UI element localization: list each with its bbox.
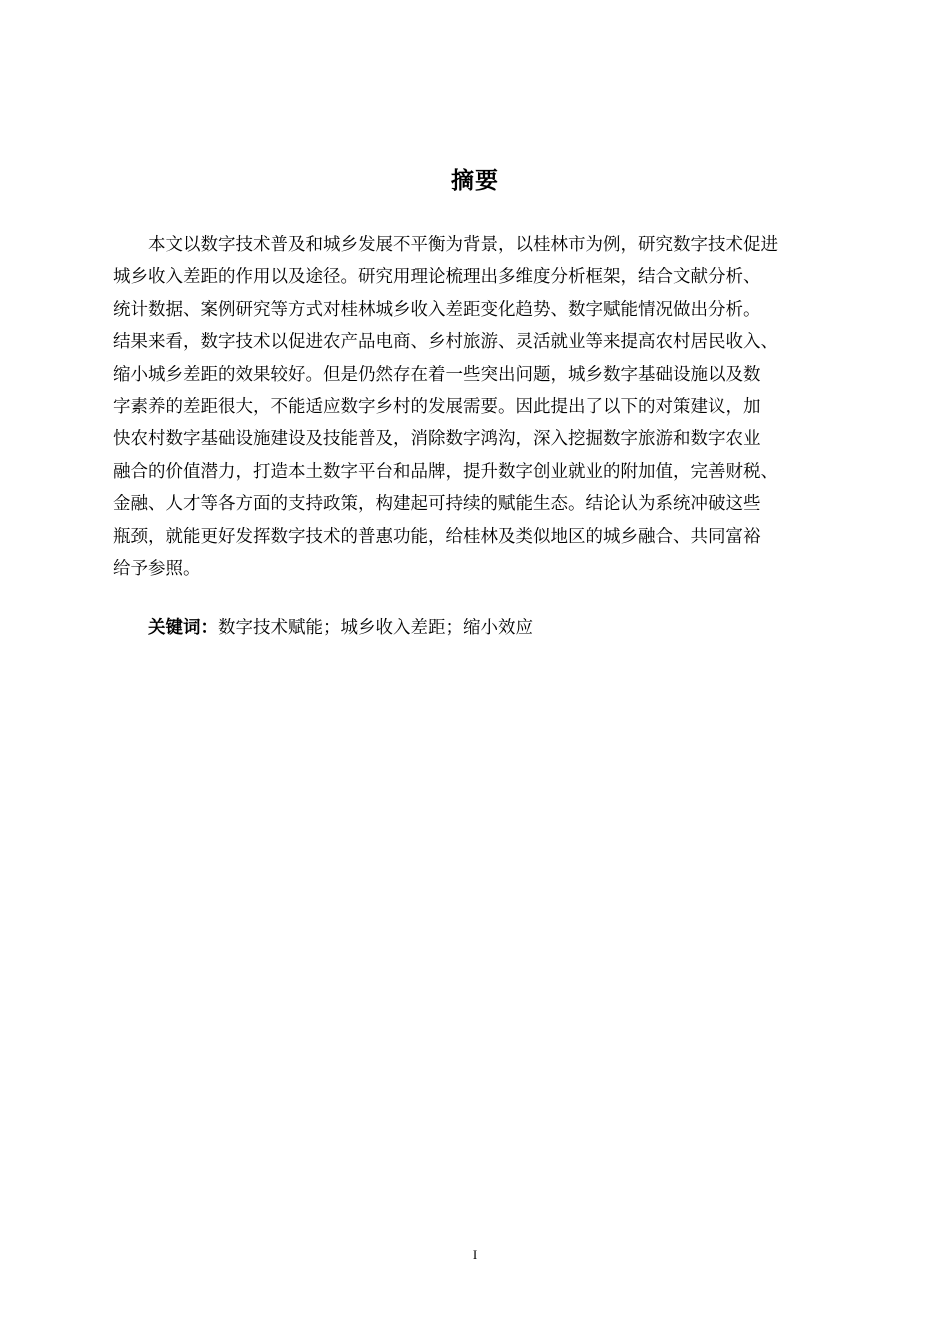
abstract-line: 本文以数字技术普及和城乡发展不平衡为背景，以桂林市为例，研究数字技术促进 (148, 235, 778, 255)
abstract-line: 城乡收入差距的作用以及途径。研究用理论梳理出多维度分析框架，结合文献分析、 (113, 267, 761, 288)
keywords-text: 数字技术赋能；城乡收入差距；缩小效应 (218, 618, 533, 638)
abstract-line: 结果来看，数字技术以促进农产品电商、乡村旅游、灵活就业等来提高农村居民收入、 (113, 332, 778, 353)
abstract-line: 缩小城乡差距的效果较好。但是仍然存在着一些突出问题，城乡数字基础设施以及数 (113, 364, 761, 385)
abstract-line: 快农村数字基础设施建设及技能普及，消除数字鸿沟，深入挖掘数字旅游和数字农业 (113, 429, 761, 450)
abstract-line: 统计数据、案例研究等方式对桂林城乡收入差距变化趋势、数字赋能情况做出分析。 (113, 299, 761, 320)
keywords-line (148, 612, 533, 644)
abstract-line: 瓶颈，就能更好发挥数字技术的普惠功能，给桂林及类似地区的城乡融合、共同富裕 (113, 526, 761, 547)
page-title: 摘要 (451, 168, 499, 194)
abstract-line: 金融、人才等各方面的支持政策，构建起可持续的赋能生态。结论认为系统冲破这些 (113, 494, 761, 515)
abstract-line: 融合的价值潜力，打造本土数字平台和品牌，提升数字创业就业的附加值，完善财税、 (113, 461, 778, 482)
abstract-line: 给予参照。 (113, 558, 201, 579)
abstract-line: 字素养的差距很大，不能适应数字乡村的发展需要。因此提出了以下的对策建议，加 (113, 396, 761, 417)
keywords-label: 关键词： (148, 618, 218, 638)
page-number: I (472, 1247, 478, 1262)
abstract-body (113, 229, 840, 585)
